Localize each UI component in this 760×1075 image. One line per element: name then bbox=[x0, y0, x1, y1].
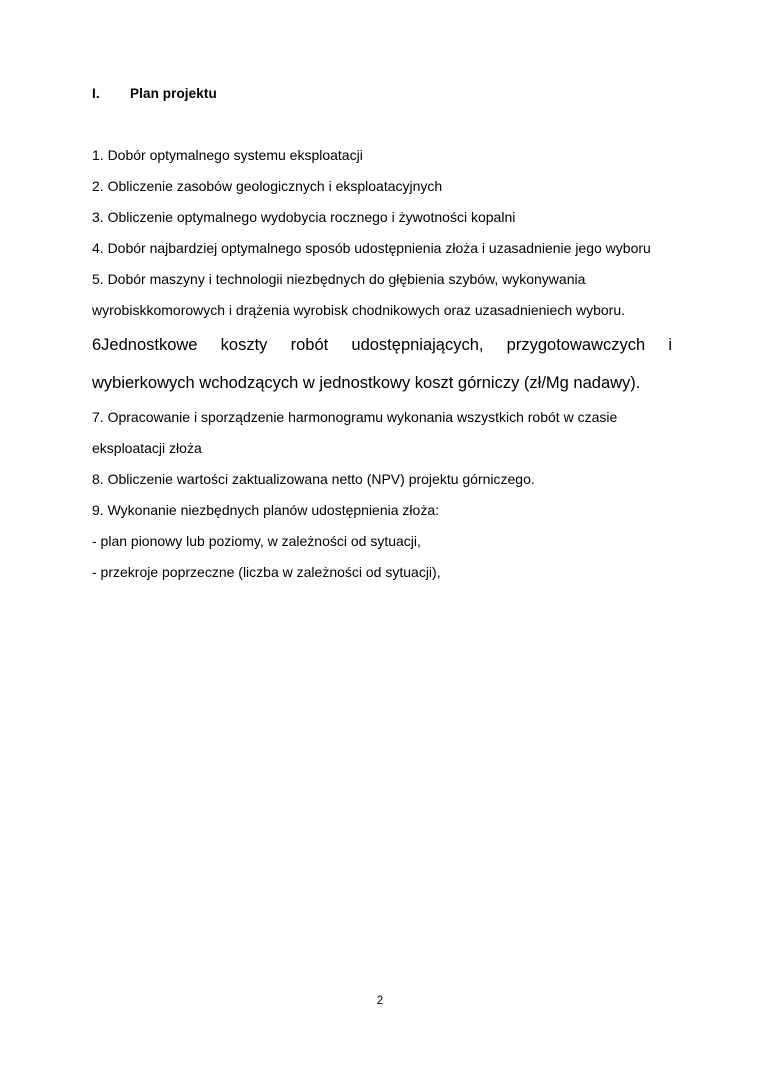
heading-spacer bbox=[92, 101, 672, 140]
section-heading-text: Plan projektu bbox=[130, 86, 217, 101]
list-item: 3. Obliczenie optymalnego wydobycia rocznego i żywotności kopalni bbox=[92, 209, 516, 225]
list-item: - plan pionowy lub poziomy, w zależności od sytuacji, bbox=[92, 533, 421, 549]
page-number: 2 bbox=[376, 995, 384, 1007]
list-item: - przekroje poprzeczne (liczba w zależności od sytuacji), bbox=[92, 564, 441, 580]
list-item: 5. Dobór maszyny i technologii niezbędnych do głębienia szybów, wykonywania wyrobiskkomorowych i drążenia wyrobisk chodnikowych oraz uzasadnieniech wyboru. bbox=[92, 271, 626, 318]
list-item: 1. Dobór optymalnego systemu eksploatacji bbox=[92, 147, 363, 163]
list-item: 4. Dobór najbardziej optymalnego sposób udostępnienia złoża i uzasadnienie jego wyboru bbox=[92, 240, 651, 256]
section-heading-number: I. bbox=[92, 86, 100, 101]
list-item: 2. Obliczenie zasobów geologicznych i eksploatacyjnych bbox=[92, 178, 443, 194]
list-item: 6Jednostkowe koszty robót udostępniających, przygotowawczych i wybierkowych wchodzących w jednostkowy koszt górniczy (zł/Mg nadawy). bbox=[92, 336, 672, 392]
list-item: 9. Wykonanie niezbędnych planów udostępnienia złoża: bbox=[92, 502, 439, 518]
list-item: 7. Opracowanie i sporządzenie harmonogramu wykonania wszystkich robót w czasie eksploatacji złoża bbox=[92, 409, 618, 456]
document-body bbox=[92, 86, 672, 588]
section-heading bbox=[92, 86, 672, 101]
list-item: 8. Obliczenie wartości zaktualizowana netto (NPV) projektu górniczego. bbox=[92, 471, 535, 487]
